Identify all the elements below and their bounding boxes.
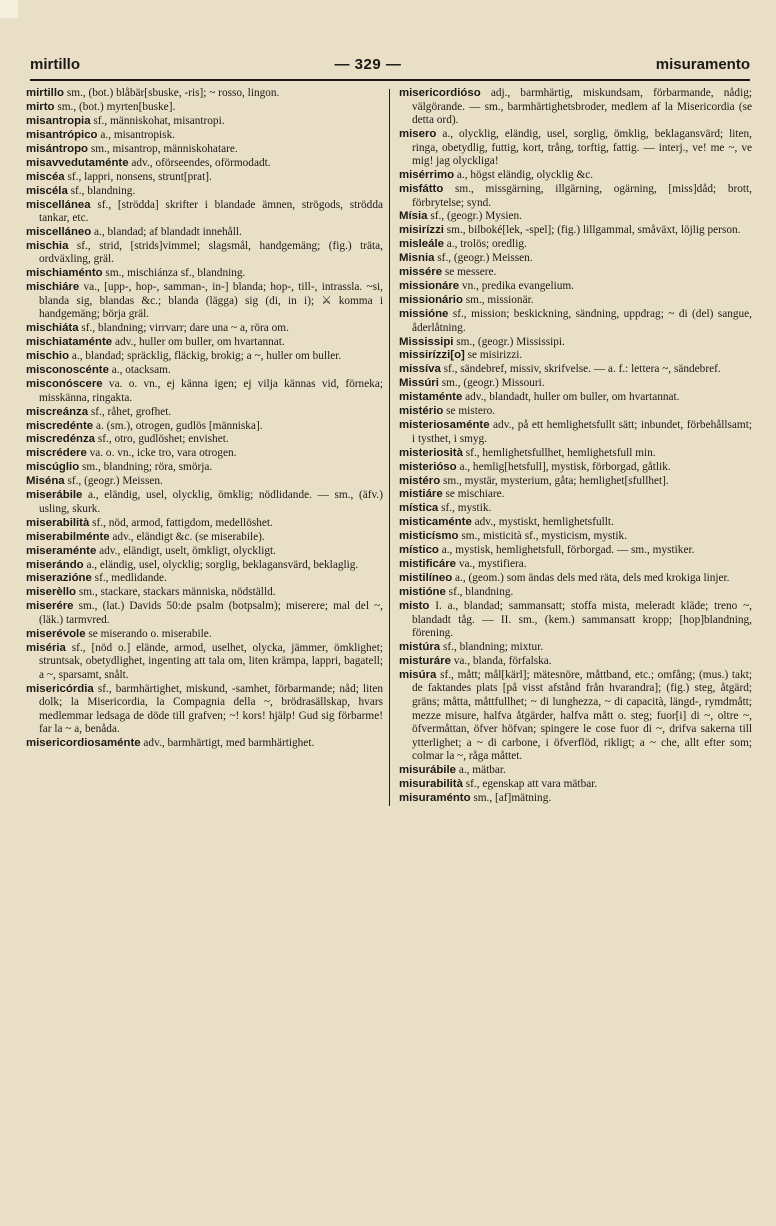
entry-definition: sf., mystik. — [441, 502, 492, 515]
entry-definition: sm., (geogr.) Missouri. — [441, 377, 545, 390]
dictionary-entry — [26, 447, 383, 461]
entry-headword: miscúglio — [26, 461, 80, 474]
entry-definition: a., eländig, usel, olycklig, ömklig; nödlidande. — sm., (äfv.) usling, skurk. — [39, 489, 383, 515]
entry-headword: misuraménto — [399, 791, 471, 804]
dictionary-entry — [399, 475, 752, 489]
entry-definition: se messere. — [444, 266, 497, 279]
entry-headword: mirtillo — [26, 87, 64, 99]
entry-definition: sm., (bot.) myrten[buske]. — [57, 100, 176, 113]
dictionary-entry — [26, 226, 383, 240]
entry-headword: misticaménte — [399, 516, 472, 529]
dictionary-entry — [399, 558, 752, 572]
entry-headword: mirto — [26, 100, 55, 113]
entry-headword: miscellánea — [26, 198, 91, 211]
entry-headword: misantrópico — [26, 128, 98, 141]
entry-headword: Mísia — [399, 210, 428, 223]
entry-headword: misticísmo — [399, 530, 459, 543]
dictionary-entry — [26, 406, 383, 420]
dictionary-entry — [399, 778, 752, 792]
entry-headword: miserábile — [26, 489, 83, 502]
entry-headword: mischiáre — [26, 281, 80, 294]
entry-headword: misericórdia — [26, 682, 94, 695]
entry-definition: va., mystifiera. — [458, 558, 527, 571]
dictionary-entry — [399, 669, 752, 764]
entry-definition: sf., blandning. — [70, 184, 136, 197]
entry-definition: sf., nöd, armod, fattigdom, medellöshet. — [92, 516, 273, 529]
entry-headword: misturáre — [399, 654, 451, 667]
dictionary-entry — [26, 157, 383, 171]
dictionary-entry — [399, 87, 752, 128]
entry-definition: sm., (lat.) Davids 50:de psalm (botpsalm); miserere; mal del ~, (läk.) tarmvred. — [39, 600, 384, 626]
entry-definition: sf., mission; beskickning, sändning, uppdrag; ~ di (del) sangue, åderlåtning. — [412, 308, 752, 334]
entry-headword: miserèllo — [26, 586, 77, 599]
entry-definition: sf., (geogr.) Meissen. — [437, 252, 533, 265]
entry-headword: miscredénte — [26, 419, 94, 432]
dictionary-entry — [399, 502, 752, 516]
dictionary-entry — [26, 572, 383, 586]
entry-definition: sm., misticità sf., mysticism, mystik. — [461, 530, 628, 543]
entry-headword: miscreánza — [26, 405, 89, 418]
entry-definition: a., misantropisk. — [100, 128, 176, 141]
entry-definition: adv., eländigt &c. (se miserabile). — [112, 530, 265, 543]
entry-headword: misero — [399, 128, 437, 141]
entry-headword: mischia — [26, 239, 69, 252]
entry-definition: se misirizzi. — [467, 349, 523, 362]
dictionary-entry — [26, 240, 383, 267]
dictionary-entry — [399, 183, 752, 210]
dictionary-entry — [26, 517, 383, 531]
entry-definition: adv., blandadt, huller om buller, om hvartannat. — [465, 391, 680, 404]
dictionary-entry — [26, 171, 383, 185]
dictionary-entry — [399, 641, 752, 655]
dictionary-entry — [26, 101, 383, 115]
entry-definition: sf., blandning; virrvarr; dare una ~ a, röra om. — [81, 322, 289, 335]
entry-headword: Miséna — [26, 475, 65, 488]
entry-definition: a., mätbar. — [458, 764, 506, 777]
entry-definition: se mistero. — [446, 405, 496, 418]
entry-headword: misconóscere — [26, 378, 103, 391]
dictionary-entry — [26, 586, 383, 600]
dictionary-entry — [399, 572, 752, 586]
dictionary-entry — [26, 199, 383, 226]
entry-definition: a., olycklig, eländig, usel, sorglig, ömklig, beklagansvärd; liten, ringa, obetydlig, futtig, kort, trång, torftig, fattig. — interj., ve! me ~, ve mig! jag olyckliga! — [412, 128, 753, 168]
dictionary-entry — [399, 447, 752, 461]
dictionary-entry — [26, 642, 383, 683]
entry-headword: Misnia — [399, 252, 435, 265]
entry-definition: sm., blandning; röra, smörja. — [82, 461, 213, 474]
entry-headword: mistilíneo — [399, 572, 453, 585]
entry-definition: sm., stackare, stackars människa, nödställd. — [78, 586, 276, 599]
entry-headword: misurábile — [399, 764, 456, 777]
entry-headword: misántropo — [26, 142, 89, 155]
dictionary-entry — [399, 586, 752, 600]
dictionary-entry — [399, 377, 752, 391]
dictionary-entry — [26, 600, 383, 627]
dictionary-entry — [399, 488, 752, 502]
right-guide-word: misuramento — [655, 56, 750, 73]
entry-definition: a., mystisk, hemlighetsfull, förborgad. — sm., mystiker. — [441, 544, 695, 557]
entry-headword: miséria — [26, 641, 66, 654]
entry-definition: sm., misantrop, människohatare. — [90, 142, 238, 155]
dictionary-entry — [399, 405, 752, 419]
entry-headword: misantropia — [26, 114, 91, 127]
entry-headword: misúra — [399, 668, 437, 681]
entry-headword: Mississipi — [399, 335, 454, 348]
entry-headword: missirízzi[o] — [399, 349, 465, 362]
entry-definition: a., blandad; af blandadt innehåll. — [94, 225, 242, 238]
entry-headword: miserévole — [26, 627, 86, 640]
entry-headword: misericordiosaménte — [26, 737, 141, 750]
dictionary-entry — [399, 169, 752, 183]
entry-headword: miscredénza — [26, 433, 96, 446]
dictionary-entry — [399, 349, 752, 363]
dictionary-entry — [26, 420, 383, 434]
entry-definition: sf., (geogr.) Meissen. — [67, 475, 163, 488]
entry-headword: mischiataménte — [26, 336, 113, 349]
entry-definition: sf., egenskap att vara mätbar. — [465, 778, 598, 791]
entry-definition: sm., mystär, mysterium, gåta; hemlighet[sfullhet]. — [442, 474, 669, 487]
entry-definition: a., hemlig[hetsfull], mystisk, förborgad, gåtlik. — [459, 460, 671, 473]
dictionary-entry — [26, 115, 383, 129]
entry-headword: mistióne — [399, 586, 446, 599]
entry-headword: mistério — [399, 405, 444, 418]
dictionary-entry — [399, 600, 752, 641]
entry-definition: vn., predika evangelium. — [461, 280, 574, 293]
dictionary-entry — [399, 544, 752, 558]
dictionary-entry — [399, 655, 752, 669]
entry-definition: sf., lappri, nonsens, strunt[prat]. — [67, 170, 212, 183]
entry-definition: sm., missgärning, illgärning, ogärning, [miss]dåd; brott, förbrytelse; synd. — [412, 183, 752, 209]
entry-headword: misavvedutaménte — [26, 156, 129, 169]
entry-definition: adv., oförseendes, oförmodadt. — [131, 156, 271, 169]
entry-headword: miserabilità — [26, 516, 90, 529]
entry-definition: adv., eländigt, uselt, ömkligt, olyckligt. — [99, 544, 276, 557]
dictionary-entry — [399, 308, 752, 335]
entry-definition: a., otacksam. — [111, 364, 171, 377]
dictionary-entry — [399, 252, 752, 266]
running-head — [30, 56, 750, 81]
dictionary-entry — [26, 628, 383, 642]
dictionary-entry — [399, 419, 752, 446]
entry-definition: sf., blandning. — [448, 586, 514, 599]
entry-headword: miserazióne — [26, 572, 92, 585]
left-column — [26, 87, 389, 806]
entry-headword: mistiáre — [399, 488, 443, 501]
dictionary-entry — [26, 531, 383, 545]
entry-definition: adv., mystiskt, hemlighetsfullt. — [474, 516, 614, 529]
entry-headword: miserabilménte — [26, 530, 110, 543]
entry-definition: va., [upp-, hop-, samman-, in-] blanda; hop-, till-, intrassla. ~si, blanda sig, blandas &c.; blanda (lägga) sig (di, in i); ⚔ komma i handgemäng; börja gräl. — [39, 281, 383, 321]
dictionary-entry — [26, 364, 383, 378]
entry-definition: sf., människohat, misantropi. — [93, 114, 225, 127]
dictionary-entry — [399, 391, 752, 405]
entry-definition: I. a., blandad; sammansatt; stoffa mista, meleradt kläde; treno ~, blandadt tåg. — II. sm., (kem.) sammansatt kropp; [hop]blandning, förening. — [412, 599, 753, 640]
entry-headword: missére — [399, 266, 443, 279]
page-corner — [0, 0, 18, 18]
entry-definition: a. (sm.), otrogen, gudlös [människa]. — [95, 419, 263, 432]
entry-headword: missióne — [399, 308, 449, 321]
entry-definition: sm., bilboké[lek, -spel]; (fig.) lillgammal, småväxt, löjlig person. — [446, 224, 741, 237]
entry-definition: sm., missionär. — [465, 294, 534, 307]
entry-definition: a., blandad; spräcklig, fläckig, brokig; a ~, huller om buller. — [71, 350, 342, 363]
entry-columns — [26, 87, 752, 806]
entry-headword: mischiáta — [26, 322, 79, 335]
dictionary-entry — [26, 143, 383, 157]
dictionary-entry — [26, 489, 383, 516]
dictionary-entry — [26, 185, 383, 199]
entry-definition: sf., råhet, grofhet. — [90, 405, 172, 418]
entry-headword: mistificáre — [399, 558, 456, 571]
dictionary-entry — [26, 475, 383, 489]
dictionary-entry — [399, 764, 752, 778]
entry-headword: miserándo — [26, 558, 84, 571]
entry-definition: se miserando o. miserabile. — [88, 627, 212, 640]
dictionary-entry — [26, 737, 383, 751]
entry-headword: misurabilità — [399, 778, 463, 791]
entry-definition: sm., (geogr.) Mississipi. — [456, 335, 565, 348]
entry-definition: sf., strid, [strids]vimmel; slagsmål, handgemäng; (fig.) träta, ordväxling, gräl. — [39, 239, 384, 266]
entry-headword: misto — [399, 599, 430, 612]
dictionary-entry — [26, 378, 383, 405]
dictionary-entry — [399, 530, 752, 544]
entry-headword: misterióso — [399, 460, 457, 473]
entry-headword: mistéro — [399, 474, 441, 487]
entry-headword: missionário — [399, 294, 463, 307]
entry-definition: adv., på ett hemlighetsfullt sätt; inbundet, förbehållsamt; i tysthet, i smyg. — [412, 419, 752, 445]
dictionary-entry — [399, 294, 752, 308]
entry-definition: va., blanda, förfalska. — [453, 654, 552, 667]
dictionary-entry — [26, 350, 383, 364]
entry-headword: misconoscénte — [26, 364, 109, 377]
dictionary-entry — [26, 461, 383, 475]
entry-headword: mística — [399, 502, 439, 515]
dictionary-entry — [399, 461, 752, 475]
entry-definition: sf., hemlighetsfullhet, hemlighetsfull min. — [465, 446, 656, 459]
entry-headword: miscéa — [26, 170, 65, 183]
entry-headword: miscrédere — [26, 447, 87, 460]
entry-headword: mistaménte — [399, 391, 463, 404]
entry-headword: misirízzi — [399, 224, 444, 237]
entry-definition: sf., otro, gudlöshet; envishet. — [97, 433, 229, 446]
dictionary-entry — [399, 210, 752, 224]
entry-headword: místico — [399, 544, 439, 557]
dictionary-entry — [399, 792, 752, 806]
entry-definition: sf., barmhärtighet, miskund, -samhet, förbarmande; nåd; liten dolk; la Misericordia, la Compagnia della ~, brödrasällskap, hvars medlemmar ledsaga de döde till grafven; ~! kors! hjälp! Gud sig förbarme! far la ~ a, benåda. — [39, 682, 384, 736]
entry-definition: adv., barmhärtigt, med barmhärtighet. — [143, 737, 315, 750]
entry-definition: sf., mått; mål[kärl]; mätesnöre, måttband, etc.; omfång; (mus.) takt; de faktandes plats [på visst afstånd från hvarandra]; (fig.) steg, åtgärd; gräns; måtta, måttfullhet; ~ di lunghezza, ~ di capacità, längd-, rymdmått; mezze misure, halfva åtgärder, halfva mått o. steg; fuor[i] di ~, oltre ~, öfvermåttan, öfver höfvan; spingere le cose fuor di ~, drifva sakerna till ytterlighet; a ~ di carbone, i öfverflöd, rikligt; a ~ che, allt efter som; colmar la ~, råga måttet. — [412, 668, 752, 763]
entry-definition: sf., medlidande. — [94, 572, 167, 585]
entry-headword: miserére — [26, 600, 74, 613]
dictionary-entry — [26, 545, 383, 559]
dictionary-entry — [26, 559, 383, 573]
dictionary-entry — [399, 280, 752, 294]
dictionary-entry — [399, 266, 752, 280]
dictionary-entry — [399, 224, 752, 238]
entry-headword: miscéla — [26, 184, 68, 197]
dictionary-entry — [399, 128, 752, 169]
dictionary-entry — [399, 336, 752, 350]
dictionary-entry — [26, 129, 383, 143]
dictionary-entry — [26, 87, 383, 101]
dictionary-entry — [26, 267, 383, 281]
entry-definition: sf., (geogr.) Mysien. — [430, 210, 522, 223]
entry-definition: sm., (bot.) blåbär[sbuske, -ris]; ~ rosso, lingon. — [66, 87, 280, 99]
entry-definition: a., (geom.) som ändas dels med räta, dels med krokiga linjer. — [455, 572, 730, 585]
entry-definition: sf., [nöd o.] elände, armod, uselhet, olycka, jämmer, ömklighet; struntsak, obetydlighet, ingenting att tala om, liten krämpa, lappri, bagatell; a ~, sparsamt, snålt. — [39, 641, 383, 681]
dictionary-entry — [26, 336, 383, 350]
entry-headword: miseraménte — [26, 544, 97, 557]
entry-definition: adj., barmhärtig, miskundsam, förbarmande, nådig; välgörande. — sm., barmhärtighetsbroder, medlem af la Misericordia (se detta ord). — [412, 87, 752, 127]
entry-headword: misleále — [399, 238, 444, 251]
entry-definition: sf., blandning; mixtur. — [442, 640, 544, 653]
entry-headword: misérrimo — [399, 169, 455, 182]
entry-headword: misericordióso — [399, 87, 481, 99]
entry-definition: sm., [af]mätning. — [473, 791, 552, 804]
entry-definition: va. o. vn., ej känna igen; ej vilja kännas vid, förneka; misskänna, ringakta. — [39, 378, 384, 404]
dictionary-entry — [399, 363, 752, 377]
dictionary-entry — [26, 433, 383, 447]
entry-definition: se mischiare. — [445, 488, 505, 501]
dictionary-entry — [399, 516, 752, 530]
entry-headword: mischiaménto — [26, 267, 103, 280]
dictionary-entry — [26, 322, 383, 336]
entry-headword: missíva — [399, 363, 441, 376]
entry-headword: misteriosaménte — [399, 419, 490, 432]
entry-definition: a., högst eländig, olycklig &c. — [456, 169, 594, 182]
entry-definition: sf., [strödda] skrifter i blandade ämnen, strögods, strödda tankar, etc. — [39, 198, 383, 225]
page-number: — 329 — — [334, 56, 402, 73]
entry-headword: misteriosità — [399, 446, 463, 459]
dictionary-entry — [26, 683, 383, 737]
entry-definition: adv., huller om buller, om hvartannat. — [114, 336, 285, 349]
left-guide-word: mirtillo — [30, 56, 81, 73]
entry-definition: va. o. vn., icke tro, vara otrogen. — [89, 447, 237, 460]
entry-headword: miscelláneo — [26, 225, 92, 238]
entry-headword: Missúri — [399, 377, 439, 390]
entry-headword: misfátto — [399, 183, 444, 195]
entry-definition: a., trolös; oredlig. — [446, 238, 527, 251]
right-column — [389, 87, 752, 806]
entry-definition: sm., mischiánza sf., blandning. — [105, 267, 246, 280]
entry-headword: mistúra — [399, 640, 441, 653]
entry-headword: mischio — [26, 350, 70, 363]
dictionary-entry — [26, 281, 383, 322]
entry-definition: a., eländig, usel, olycklig; sorglig, beklagansvärd, beklaglig. — [86, 558, 359, 571]
entry-definition: sf., sändebref, missiv, skrifvelse. — a. f.: lettera ~, sändebref. — [443, 363, 721, 376]
dictionary-entry — [399, 238, 752, 252]
column-rule — [389, 89, 390, 806]
entry-headword: missionáre — [399, 280, 460, 293]
